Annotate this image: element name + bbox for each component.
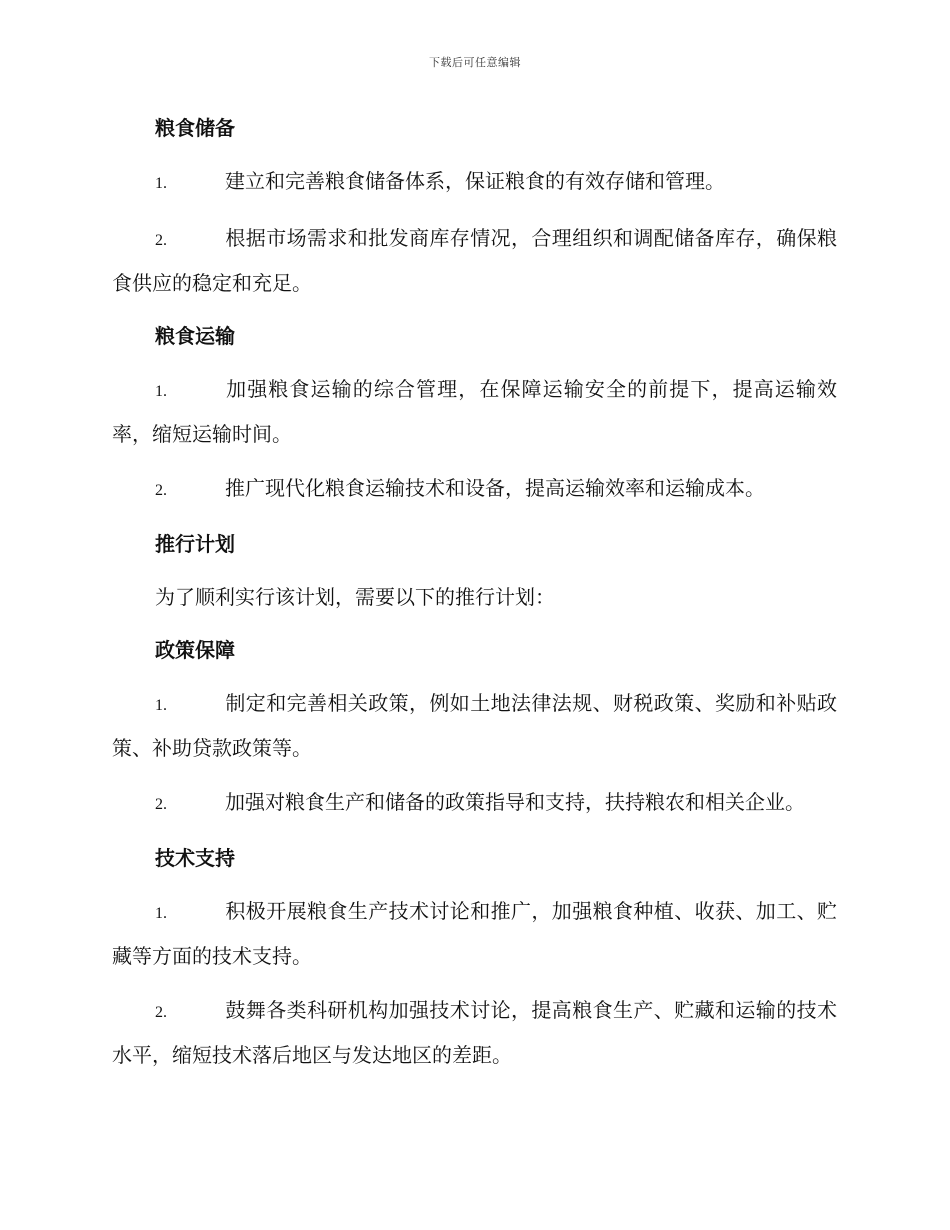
list-item-text: 建立和完善粮食储备体系，保证粮食的有效存储和管理。 xyxy=(225,169,725,193)
list-item-number: 2. xyxy=(155,232,167,249)
list-item xyxy=(112,989,837,1076)
section-heading-grain-reserve: 粮食储备 xyxy=(155,116,235,140)
list-item-text: 制定和完善相关政策，例如土地法律法规、财税政策、奖励和补贴政策、补助贷款政策等。 xyxy=(112,691,837,760)
document-body xyxy=(112,108,837,1088)
section-heading-policy-support: 政策保障 xyxy=(155,638,235,662)
list-item-number: 1. xyxy=(155,175,167,192)
list-item-text: 加强对粮食生产和储备的政策指导和支持，扶持粮农和相关企业。 xyxy=(225,790,805,814)
list-item-number: 2. xyxy=(155,482,167,499)
list-item xyxy=(112,368,837,455)
section-heading-technical-support: 技术支持 xyxy=(155,846,235,870)
list-item-number: 2. xyxy=(155,796,167,813)
list-item-number: 1. xyxy=(155,905,167,922)
list-item-number: 1. xyxy=(155,697,167,714)
list-item-number: 2. xyxy=(155,1004,167,1021)
list-item xyxy=(112,160,837,205)
list-item xyxy=(112,467,837,512)
list-item-text: 鼓舞各类科研机构加强技术讨论，提高粮食生产、贮藏和运输的技术水平，缩短技术落后地区与发达地区的差距。 xyxy=(112,998,837,1067)
list-item-text: 根据市场需求和批发商库存情况，合理组织和调配储备库存，确保粮食供应的稳定和充足。 xyxy=(112,226,837,295)
section-heading-grain-transport: 粮食运输 xyxy=(155,324,235,348)
list-item xyxy=(112,890,837,977)
page-header-note: 下载后可任意编辑 xyxy=(429,56,521,69)
list-item-number: 1. xyxy=(155,383,167,400)
list-item-text: 加强粮食运输的综合管理，在保障运输安全的前提下，提高运输效率，缩短运输时间。 xyxy=(112,377,837,446)
section-heading-implementation-plan: 推行计划 xyxy=(155,532,235,556)
list-item xyxy=(112,682,837,769)
list-item xyxy=(112,781,837,826)
list-item-text: 积极开展粮食生产技术讨论和推广，加强粮食种植、收获、加工、贮藏等方面的技术支持。 xyxy=(112,899,837,968)
list-item-text: 推广现代化粮食运输技术和设备，提高运输效率和运输成本。 xyxy=(225,476,765,500)
section-intro-text: 为了顺利实行该计划，需要以下的推行计划： xyxy=(155,585,555,609)
list-item xyxy=(112,217,837,304)
